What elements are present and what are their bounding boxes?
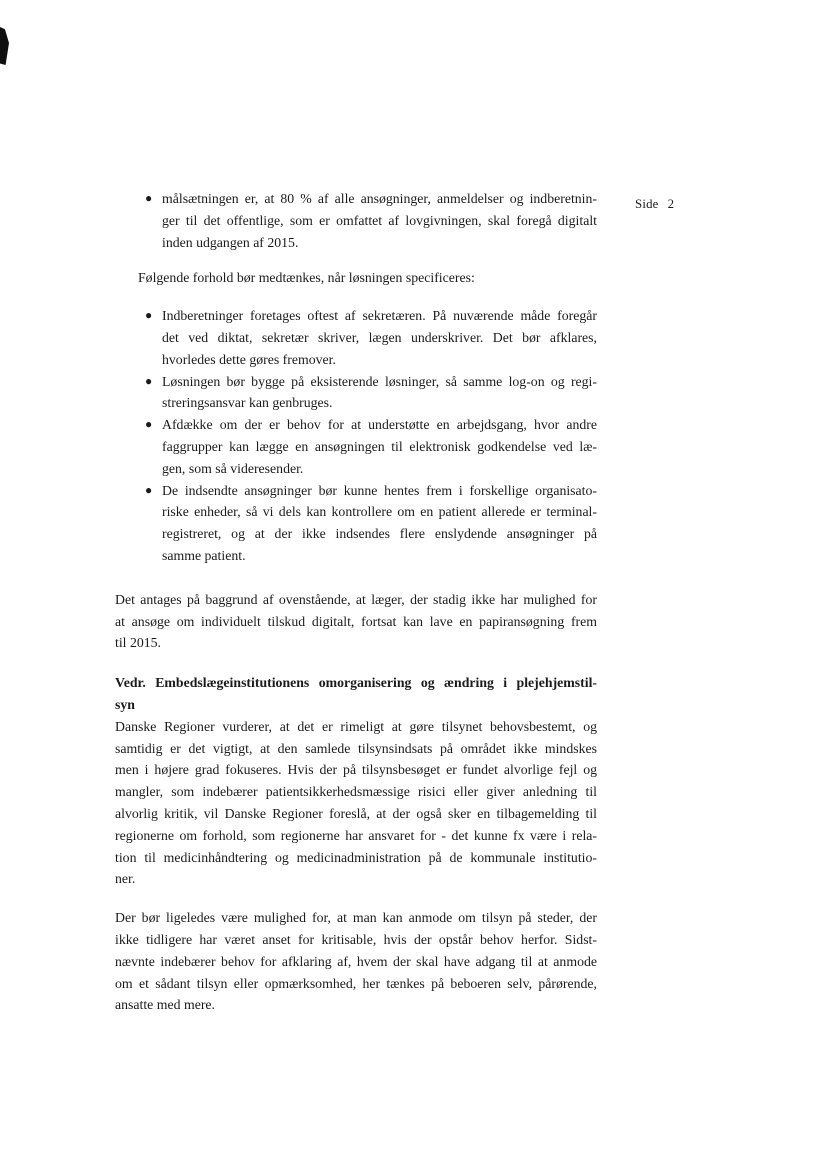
bullet-marker: ● xyxy=(145,308,153,323)
text-line: målsætningen er, at 80 % af alle ansøgninger, anmeldelser og indberetnin- xyxy=(162,191,597,206)
bullet-list xyxy=(115,305,597,567)
section-heading xyxy=(115,672,597,716)
text-line: Følgende forhold bør medtænkes, når løsningen specificeres: xyxy=(138,270,475,286)
bullet-text xyxy=(162,305,597,370)
text-line: regionerne om forhold, som regionerne har ansvaret for - det kunne fx være i rela- xyxy=(115,827,597,843)
text-line: Danske Regioner vurderer, at det er rimeligt at gøre tilsynet behovsbestemt, og xyxy=(115,718,597,734)
text-line: ner. xyxy=(115,871,136,887)
bullet-marker: ● xyxy=(145,482,153,497)
text-line: gen, som så videresender. xyxy=(162,460,304,476)
paragraph-anmode xyxy=(115,907,597,1016)
text-line: samme patient. xyxy=(162,547,246,563)
page-number-value: 2 xyxy=(667,197,675,211)
text-line: at ansøge om individuelt tilskud digitalt, fortsat kan lave en papiransøgning frem xyxy=(115,613,597,629)
text-line: samtidig er det vigtigt, at den samlede tilsynsindsats på området ikke mindskes xyxy=(115,740,597,756)
page-number-label: Side xyxy=(635,197,659,211)
text-line: faggrupper kan lægge en ansøgningen til elektronisk godkendelse ved læ- xyxy=(162,438,597,454)
bullet-text xyxy=(162,480,597,567)
text-line: Det antages på baggrund af ovenstående, at læger, der stadig ikke har mulighed for xyxy=(115,591,597,607)
bullet-text xyxy=(162,414,597,479)
text-line: hvorledes dette gøres fremover. xyxy=(162,351,336,367)
text-line: Løsningen bør bygge på eksisterende løsninger, så samme log-on og regi- xyxy=(162,373,597,389)
text-line: ansatte med mere. xyxy=(115,997,215,1013)
bullet-item xyxy=(115,371,597,415)
text-line: Der bør ligeledes være mulighed for, at man kan anmode om tilsyn på steder, der xyxy=(115,910,597,926)
document-content xyxy=(115,188,597,1016)
bullet-item xyxy=(115,414,597,479)
text-line: Indberetninger foretages oftest af sekretæren. På nuværende måde foregår xyxy=(162,308,597,324)
text-line: om et sådant tilsyn eller opmærksomhed, her tænkes på beboeren selv, pårørende, xyxy=(115,975,597,991)
text-line: inden udgangen af 2015. xyxy=(162,234,299,250)
text-line: Afdække om der er behov for at understøtte en arbejdsgang, hvor andre xyxy=(162,417,597,433)
bullet-text xyxy=(162,371,597,415)
text-line: syn xyxy=(115,696,135,712)
bullet-marker: ● xyxy=(145,191,153,205)
scan-artifact xyxy=(0,27,9,65)
text-line: mangler, som indebærer patientsikkerhedsmæssige risici eller giver anledning til xyxy=(115,784,597,800)
paragraph-assumption xyxy=(115,589,597,654)
text-line: streringsansvar kan genbruges. xyxy=(162,395,333,411)
text-line: men i højere grad fokuseres. Hvis der på tilsynsbesøget er fundet alvorlige fejl og xyxy=(115,762,597,778)
bullet-marker: ● xyxy=(145,417,153,432)
text-line: Vedr. Embedslægeinstitutionens omorganisering og ændring i plejehjemstil- xyxy=(115,675,597,691)
paragraph-tilsyn xyxy=(115,716,597,890)
page-number xyxy=(635,197,674,212)
text-line: alvorlig kritik, vil Danske Regioner foreslå, at der også sker en tilbagemelding til xyxy=(115,805,597,821)
bullet-marker: ● xyxy=(145,373,153,388)
bullet-text xyxy=(162,188,597,253)
text-line: tion til medicinhåndtering og medicinadministration på de kommunale institutio- xyxy=(115,849,597,865)
text-line: nævnte indebærer behov for afklaring af, hvem der skal have adgang til at anmode xyxy=(115,953,597,969)
text-line: De indsendte ansøgninger bør kunne hentes frem i forskellige organisato- xyxy=(162,482,597,498)
text-line: ger til det offentlige, som er omfattet af lovgivningen, skal foregå digitalt xyxy=(162,212,597,228)
bullet-item xyxy=(115,305,597,370)
text-line: riske enheder, så vi dels kan kontrollere om en patient allerede er terminal- xyxy=(162,504,597,520)
intro-paragraph xyxy=(115,267,597,289)
text-line: til 2015. xyxy=(115,635,161,651)
text-line: registreret, og at der ikke indsendes flere enslydende ansøgninger på xyxy=(162,526,597,542)
text-line: ikke tidligere har været anset for kritisable, hvis der opstår behov herfor. Sidst- xyxy=(115,931,597,947)
text-line: det ved diktat, sekretær skriver, lægen underskriver. Det bør afklares, xyxy=(162,329,597,345)
bullet-item xyxy=(115,188,597,253)
bullet-item xyxy=(115,480,597,567)
